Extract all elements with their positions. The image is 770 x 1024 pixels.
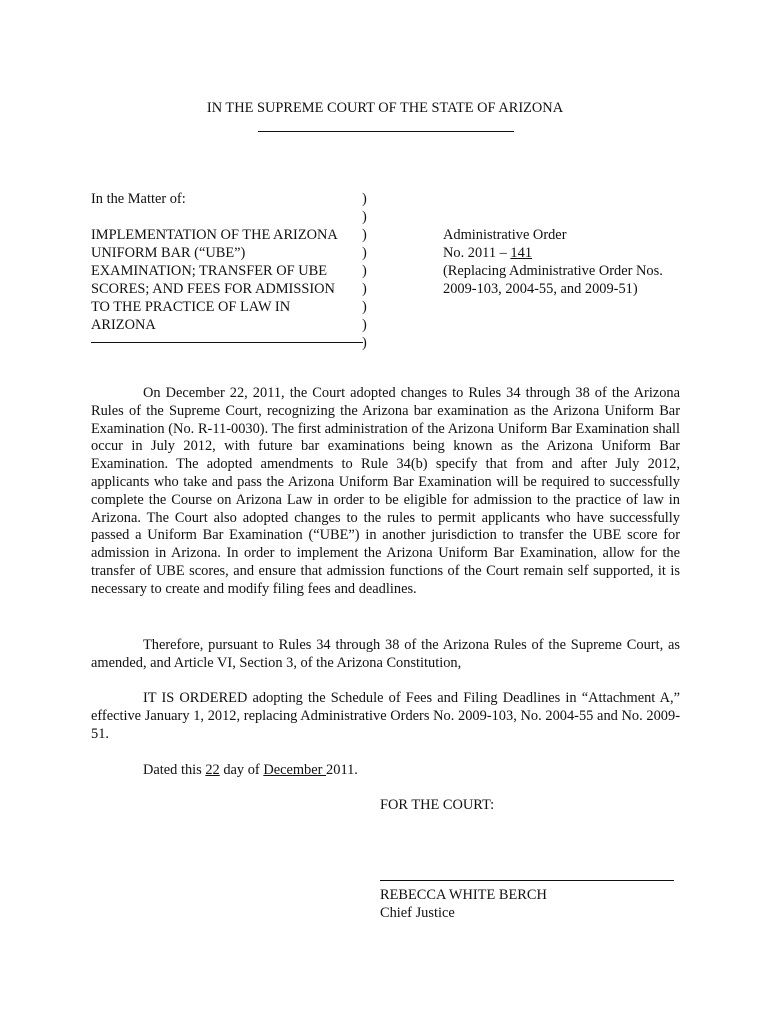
caption-line-4: SCORES; AND FEES FOR ADMISSION — [91, 281, 335, 297]
signature-line — [380, 880, 674, 881]
caption-blank-line — [91, 208, 363, 226]
paragraph-adoption — [91, 385, 680, 599]
paragraph-adoption-text: On December 22, 2011, the Court adopted changes to Rules 34 through 38 of the Arizona Rules of the Supreme Court, recognizing the Arizona bar examination as the Arizona Uniform Bar Examination (No. R-11-0030). The first administration of the Arizona Uniform Bar Examination shall occur in July 2012, with future bar examinations being known as the Arizona Uniform Bar Examination. The adopted amendments to Rule 34(b) specify that from and after July 2012, applicants who take and pass the Arizona Uniform Bar Examination will be required to successfully complete the Course on Arizona Law in order to be eligible for admission to the practice of law in Arizona. The Court also adopted changes to the rules to permit applicants who have successfully passed a Uniform Bar Examination (“UBE”) in another jurisdiction to transfer the UBE score for admission in Arizona. In order to implement the Arizona Uniform Bar Examination, allow for the transfer of UBE scores, and ensure that admission functions of the Court remain self supported, it is necessary to create and modify filing fees and deadlines. — [91, 385, 680, 597]
dated-day: 22 — [205, 762, 220, 778]
signer-block — [380, 886, 547, 922]
administrative-order-block — [443, 226, 703, 298]
signer-name: REBECCA WHITE BERCH — [380, 887, 547, 903]
order-number: 141 — [510, 245, 533, 261]
caption-line-1: IMPLEMENTATION OF THE ARIZONA — [91, 227, 338, 243]
case-caption — [91, 190, 691, 360]
order-replacing-line-1: (Replacing Administrative Order Nos. — [443, 263, 663, 279]
court-heading: IN THE SUPREME COURT OF THE STATE OF ARIZONA — [206, 100, 564, 116]
dated-line — [143, 762, 358, 779]
caption-paren: ) — [362, 335, 367, 351]
dated-month: December — [263, 762, 327, 778]
caption-paren: ) — [362, 209, 367, 225]
dated-year: 2011. — [326, 762, 358, 778]
caption-parentheses — [362, 190, 367, 352]
dated-prefix: Dated this — [143, 762, 206, 778]
caption-line-2: UNIFORM BAR (“UBE”) — [91, 245, 246, 261]
order-number-line — [443, 244, 703, 262]
paragraph-ordered — [91, 690, 680, 743]
caption-line-5: TO THE PRACTICE OF LAW IN — [91, 299, 291, 315]
paragraph-therefore-text: Therefore, pursuant to Rules 34 through 38 of the Arizona Rules of the Supreme Court, as amended, and Article VI, Section 3, of the Arizona Constitution, — [91, 637, 680, 671]
caption-paren: ) — [362, 227, 367, 243]
order-replacing-line-2: 2009-103, 2004-55, and 2009-51) — [443, 281, 638, 297]
order-number-prefix: No. 2011 – — [443, 245, 511, 261]
for-the-court: FOR THE COURT: — [380, 797, 495, 813]
matter-of-label: In the Matter of: — [91, 191, 186, 207]
caption-paren: ) — [362, 263, 367, 279]
caption-rule — [91, 342, 363, 343]
signer-title: Chief Justice — [380, 905, 455, 921]
caption-paren: ) — [362, 299, 367, 315]
caption-paren: ) — [362, 317, 367, 333]
caption-line-3: EXAMINATION; TRANSFER OF UBE — [91, 263, 327, 279]
heading-rule — [258, 131, 514, 132]
caption-paren: ) — [362, 191, 367, 207]
paragraph-ordered-text: IT IS ORDERED adopting the Schedule of Fees and Filing Deadlines in “Attachment A,” effective January 1, 2012, replacing Administrative Orders No. 2009-103, No. 2004-55 and No. 2009-51. — [91, 690, 680, 742]
caption-matter — [91, 190, 363, 334]
dated-middle: day of — [219, 762, 264, 778]
order-title: Administrative Order — [443, 227, 567, 243]
paragraph-therefore — [91, 637, 680, 673]
caption-paren: ) — [362, 245, 367, 261]
caption-line-6: ARIZONA — [91, 317, 156, 333]
caption-paren: ) — [362, 281, 367, 297]
